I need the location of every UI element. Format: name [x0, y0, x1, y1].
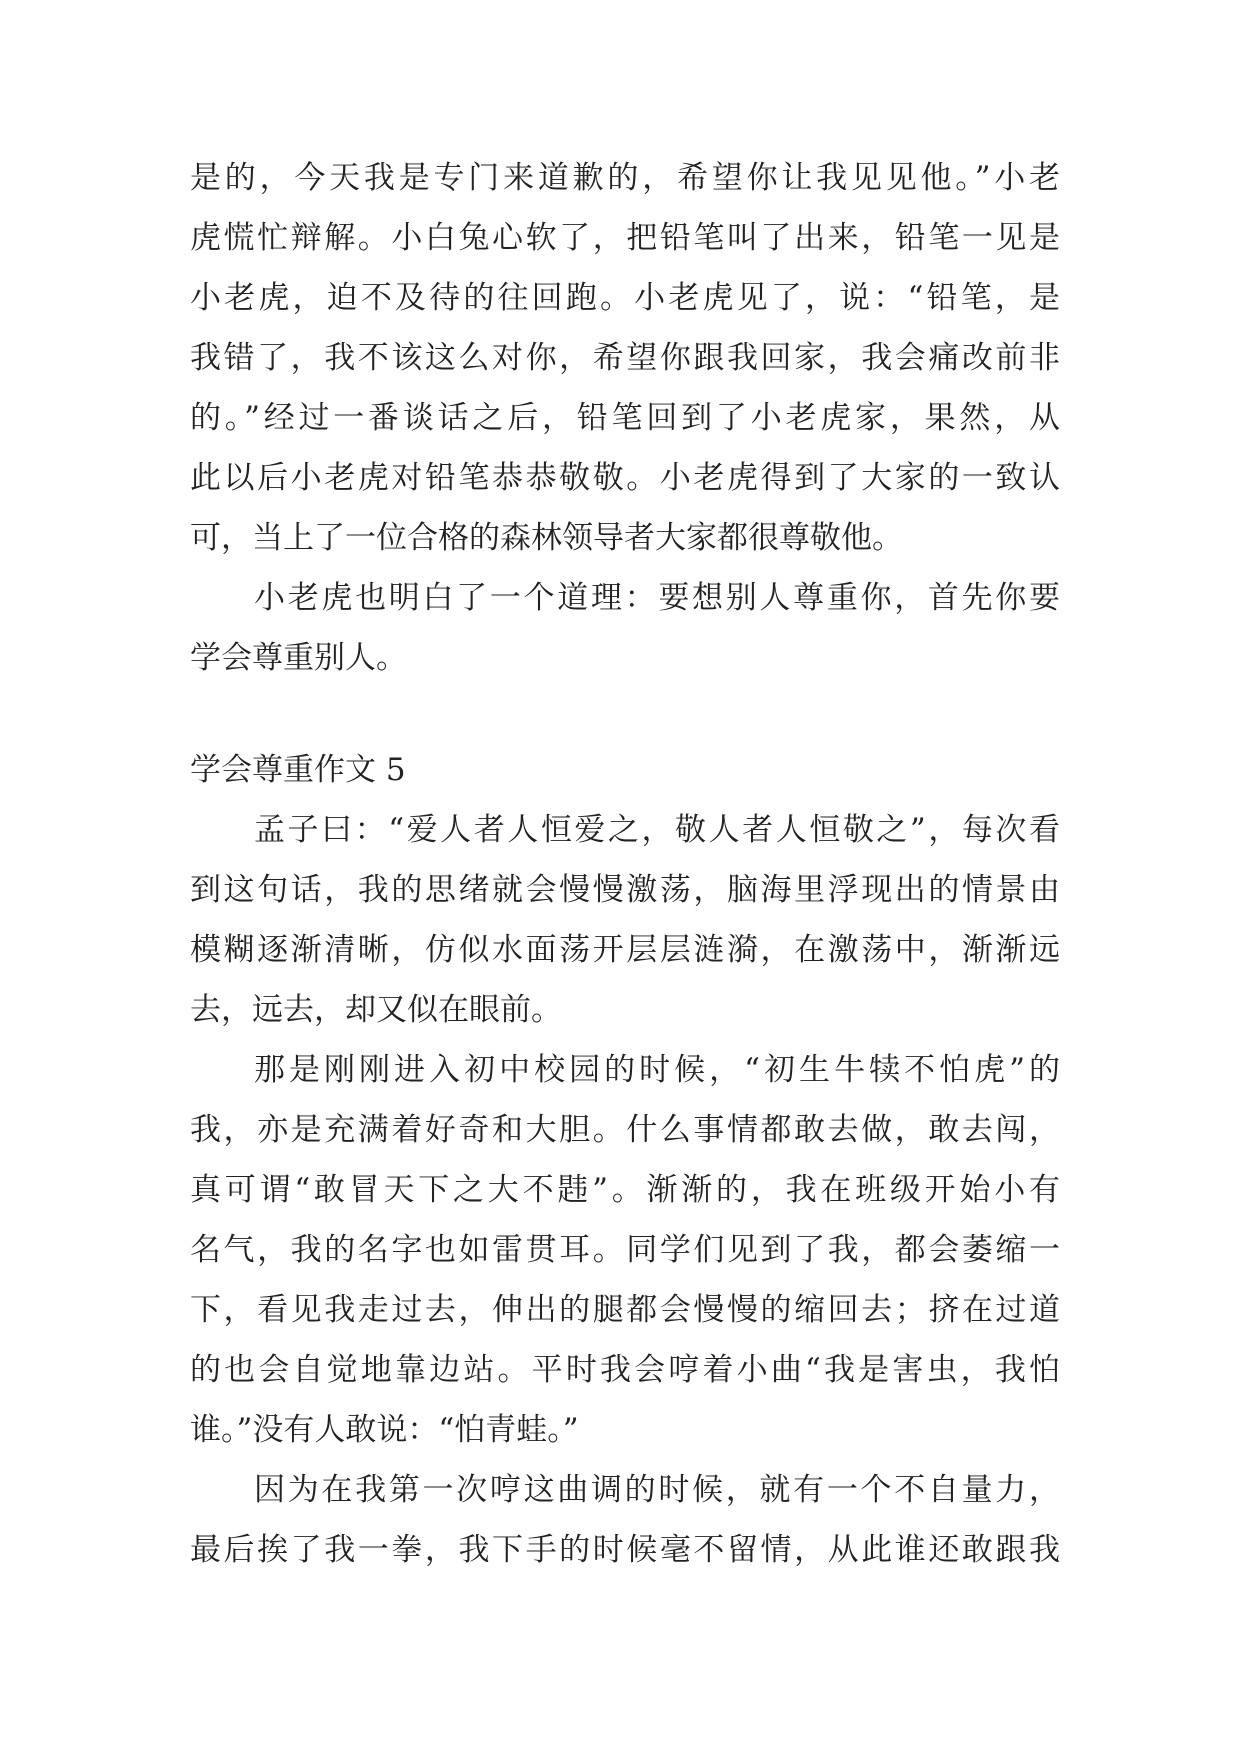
text-line: 我错了，我不该这么对你，希望你跟我回家，我会痛改前非	[190, 340, 1060, 376]
text-line: 此以后小老虎对铅笔恭恭敬敬。小老虎得到了大家的一致认	[190, 460, 1060, 496]
paragraph-continued	[190, 148, 1060, 568]
text-line: 学会尊重别人。	[190, 640, 407, 676]
text-line: 谁。”没有人敢说：“怕青蛙。”	[190, 1412, 579, 1448]
section-title: 学会尊重作文 5	[190, 752, 406, 788]
text-line: 小老虎也明白了一个道理：要想别人尊重你，首先你要	[254, 580, 1060, 616]
text-line: 虎慌忙辩解。小白兔心软了，把铅笔叫了出来，铅笔一见是	[190, 220, 1060, 256]
text-line: 孟子曰：“爱人者人恒爱之，敬人者人恒敬之”，每次看	[254, 812, 1060, 848]
text-line: 因为在我第一次哼这曲调的时候，就有一个不自量力，	[254, 1472, 1060, 1508]
text-line: 是的，今天我是专门来道歉的，希望你让我见见他。”小老	[190, 160, 1060, 196]
paragraph-1	[190, 800, 1060, 1040]
paragraph-2	[190, 1040, 1060, 1460]
text-line: 最后挨了我一拳，我下手的时候毫不留情，从此谁还敢跟我	[190, 1532, 1060, 1568]
text-line: 真可谓“敢冒天下之大不韪”。渐渐的，我在班级开始小有	[190, 1172, 1060, 1208]
paragraph-moral	[190, 568, 1060, 688]
text-line: 去，远去，却又似在眼前。	[190, 992, 562, 1028]
text-line: 的也会自觉地靠边站。平时我会哼着小曲“我是害虫，我怕	[190, 1352, 1060, 1388]
text-line: 我，亦是充满着好奇和大胆。什么事情都敢去做，敢去闯，	[190, 1112, 1060, 1148]
text-line: 可，当上了一位合格的森林领导者大家都很尊敬他。	[190, 520, 903, 556]
text-line: 模糊逐渐清晰，仿似水面荡开层层涟漪，在激荡中，渐渐远	[190, 932, 1060, 968]
text-line: 名气，我的名字也如雷贯耳。同学们见到了我，都会萎缩一	[190, 1232, 1060, 1268]
document-body	[190, 148, 1060, 1580]
paragraph-3	[190, 1460, 1060, 1580]
text-line: 下，看见我走过去，伸出的腿都会慢慢的缩回去；挤在过道	[190, 1292, 1060, 1328]
text-line: 到这句话，我的思绪就会慢慢激荡，脑海里浮现出的情景由	[190, 872, 1060, 908]
text-line: 的。”经过一番谈话之后，铅笔回到了小老虎家，果然，从	[190, 400, 1060, 436]
text-line: 小老虎，迫不及待的往回跑。小老虎见了，说：“铅笔，是	[190, 280, 1060, 316]
text-line: 那是刚刚进入初中校园的时候，“初生牛犊不怕虎”的	[254, 1052, 1060, 1088]
